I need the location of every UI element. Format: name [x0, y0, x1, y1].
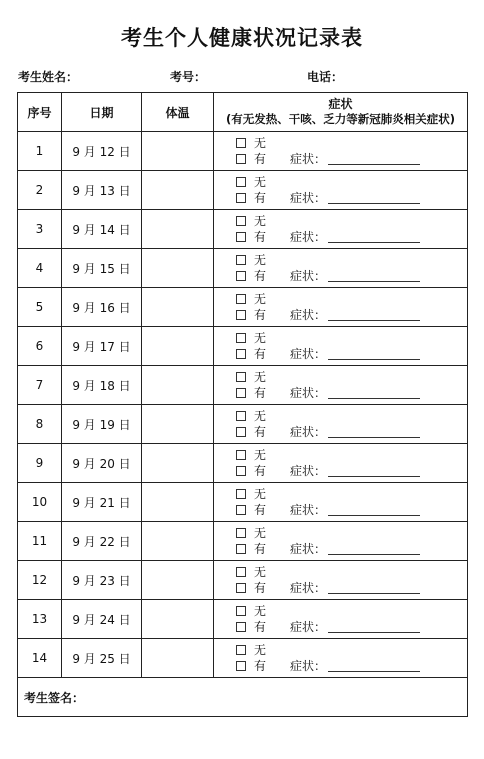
row-index: 14 — [18, 639, 62, 678]
symptom-label: 症状： — [290, 269, 327, 283]
header-temperature: 体温 — [142, 93, 214, 132]
checkbox-no[interactable] — [236, 177, 246, 187]
temperature-input-cell[interactable] — [142, 171, 214, 210]
symptom-blank-line[interactable] — [328, 192, 420, 204]
option-no-label: 无 — [254, 604, 267, 618]
temperature-input-cell[interactable] — [142, 444, 214, 483]
table-row — [18, 483, 468, 522]
option-no — [236, 564, 467, 580]
header-index: 序号 — [18, 93, 62, 132]
symptom-label: 症状： — [290, 542, 327, 556]
option-no-label: 无 — [254, 526, 267, 540]
option-no — [236, 135, 467, 151]
symptom-cell — [214, 249, 468, 288]
table-row — [18, 288, 468, 327]
checkbox-yes[interactable] — [236, 388, 246, 398]
symptom-label: 症状： — [290, 503, 327, 517]
option-no — [236, 330, 467, 346]
table-row — [18, 132, 468, 171]
option-yes — [236, 190, 467, 206]
row-index: 11 — [18, 522, 62, 561]
checkbox-yes[interactable] — [236, 427, 246, 437]
symptom-cell — [214, 288, 468, 327]
row-date: 9 月 24 日 — [62, 600, 142, 639]
checkbox-no[interactable] — [236, 411, 246, 421]
option-yes — [236, 268, 467, 284]
signature-label[interactable]: 考生签名： — [18, 678, 468, 717]
checkbox-no[interactable] — [236, 645, 246, 655]
symptom-cell — [214, 444, 468, 483]
symptom-blank-line[interactable] — [328, 465, 420, 477]
row-date: 9 月 21 日 — [62, 483, 142, 522]
option-yes — [236, 463, 467, 479]
checkbox-no[interactable] — [236, 489, 246, 499]
checkbox-yes[interactable] — [236, 349, 246, 359]
symptom-cell — [214, 327, 468, 366]
row-date: 9 月 13 日 — [62, 171, 142, 210]
option-yes — [236, 385, 467, 401]
option-no — [236, 252, 467, 268]
option-yes-label: 有 — [254, 464, 267, 478]
symptom-blank-line[interactable] — [328, 309, 420, 321]
temperature-input-cell[interactable] — [142, 600, 214, 639]
row-date: 9 月 19 日 — [62, 405, 142, 444]
table-row — [18, 171, 468, 210]
table-row — [18, 249, 468, 288]
checkbox-yes[interactable] — [236, 271, 246, 281]
option-no-label: 无 — [254, 253, 267, 267]
symptom-label: 症状： — [290, 659, 327, 673]
checkbox-no[interactable] — [236, 255, 246, 265]
row-date: 9 月 17 日 — [62, 327, 142, 366]
symptom-cell — [214, 561, 468, 600]
symptom-label: 症状： — [290, 581, 327, 595]
table-row — [18, 327, 468, 366]
option-no — [236, 525, 467, 541]
row-date: 9 月 14 日 — [62, 210, 142, 249]
symptom-blank-line[interactable] — [328, 153, 420, 165]
table-header-row — [18, 93, 468, 132]
option-yes — [236, 658, 467, 674]
temperature-input-cell[interactable] — [142, 288, 214, 327]
temperature-input-cell[interactable] — [142, 639, 214, 678]
option-no-label: 无 — [254, 292, 267, 306]
symptom-blank-line[interactable] — [328, 582, 420, 594]
option-no-label: 无 — [254, 214, 267, 228]
header-symptom-title: 症状 — [328, 97, 353, 111]
option-yes-label: 有 — [254, 152, 267, 166]
table-row — [18, 405, 468, 444]
option-no-label: 无 — [254, 331, 267, 345]
temperature-input-cell[interactable] — [142, 561, 214, 600]
row-index: 5 — [18, 288, 62, 327]
option-no — [236, 642, 467, 658]
row-index: 13 — [18, 600, 62, 639]
symptom-label: 症状： — [290, 620, 327, 634]
temperature-input-cell[interactable] — [142, 483, 214, 522]
symptom-label: 症状： — [290, 191, 327, 205]
checkbox-yes[interactable] — [236, 622, 246, 632]
table-row — [18, 600, 468, 639]
option-no — [236, 408, 467, 424]
row-date: 9 月 16 日 — [62, 288, 142, 327]
checkbox-yes[interactable] — [236, 232, 246, 242]
row-date: 9 月 25 日 — [62, 639, 142, 678]
checkbox-no[interactable] — [236, 294, 246, 304]
checkbox-yes[interactable] — [236, 310, 246, 320]
option-yes — [236, 424, 467, 440]
table-row — [18, 210, 468, 249]
temperature-input-cell[interactable] — [142, 522, 214, 561]
table-row — [18, 522, 468, 561]
row-index: 3 — [18, 210, 62, 249]
temperature-input-cell[interactable] — [142, 132, 214, 171]
symptom-label: 症状： — [290, 308, 327, 322]
checkbox-no[interactable] — [236, 138, 246, 148]
table-row — [18, 639, 468, 678]
symptom-blank-line[interactable] — [328, 387, 420, 399]
option-yes — [236, 229, 467, 245]
option-no-label: 无 — [254, 175, 267, 189]
symptom-blank-line[interactable] — [328, 426, 420, 438]
option-no — [236, 486, 467, 502]
row-date: 9 月 20 日 — [62, 444, 142, 483]
signature-row — [18, 678, 468, 717]
page-title: 考生个人健康状况记录表 — [121, 26, 363, 50]
symptom-label: 症状： — [290, 152, 327, 166]
symptom-label: 症状： — [290, 425, 327, 439]
option-yes-label: 有 — [254, 308, 267, 322]
checkbox-no[interactable] — [236, 567, 246, 577]
checkbox-yes[interactable] — [236, 583, 246, 593]
symptom-cell — [214, 639, 468, 678]
temperature-input-cell[interactable] — [142, 366, 214, 405]
option-yes — [236, 307, 467, 323]
row-date: 9 月 18 日 — [62, 366, 142, 405]
row-date: 9 月 23 日 — [62, 561, 142, 600]
table-row — [18, 561, 468, 600]
option-yes-label: 有 — [254, 230, 267, 244]
table-row — [18, 366, 468, 405]
checkbox-no[interactable] — [236, 450, 246, 460]
row-date: 9 月 12 日 — [62, 132, 142, 171]
checkbox-yes[interactable] — [236, 661, 246, 671]
symptom-label: 症状： — [290, 347, 327, 361]
checkbox-yes[interactable] — [236, 466, 246, 476]
row-index: 4 — [18, 249, 62, 288]
option-no-label: 无 — [254, 643, 267, 657]
option-no-label: 无 — [254, 487, 267, 501]
symptom-cell — [214, 600, 468, 639]
option-no — [236, 213, 467, 229]
option-yes-label: 有 — [254, 503, 267, 517]
row-index: 8 — [18, 405, 62, 444]
row-index: 9 — [18, 444, 62, 483]
symptom-label: 症状： — [290, 230, 327, 244]
symptom-cell — [214, 132, 468, 171]
option-yes-label: 有 — [254, 542, 267, 556]
header-symptom — [214, 93, 468, 132]
symptom-blank-line[interactable] — [328, 504, 420, 516]
option-no-label: 无 — [254, 409, 267, 423]
row-date: 9 月 15 日 — [62, 249, 142, 288]
option-yes — [236, 346, 467, 362]
health-record-table — [17, 92, 468, 717]
symptom-cell — [214, 366, 468, 405]
checkbox-yes[interactable] — [236, 193, 246, 203]
symptom-label: 症状： — [290, 464, 327, 478]
checkbox-yes[interactable] — [236, 505, 246, 515]
option-yes-label: 有 — [254, 659, 267, 673]
symptom-blank-line[interactable] — [328, 660, 420, 672]
exam-number-label: 考号： — [170, 70, 207, 84]
symptom-cell — [214, 405, 468, 444]
row-index: 2 — [18, 171, 62, 210]
option-yes-label: 有 — [254, 386, 267, 400]
checkbox-no[interactable] — [236, 372, 246, 382]
checkbox-no[interactable] — [236, 606, 246, 616]
option-yes — [236, 619, 467, 635]
option-no-label: 无 — [254, 136, 267, 150]
option-yes — [236, 502, 467, 518]
symptom-blank-line[interactable] — [328, 231, 420, 243]
temperature-input-cell[interactable] — [142, 327, 214, 366]
symptom-label: 症状： — [290, 386, 327, 400]
option-yes-label: 有 — [254, 620, 267, 634]
checkbox-no[interactable] — [236, 528, 246, 538]
checkbox-yes[interactable] — [236, 154, 246, 164]
row-index: 1 — [18, 132, 62, 171]
symptom-cell — [214, 522, 468, 561]
option-yes-label: 有 — [254, 269, 267, 283]
row-index: 10 — [18, 483, 62, 522]
row-index: 6 — [18, 327, 62, 366]
option-yes — [236, 151, 467, 167]
temperature-input-cell[interactable] — [142, 405, 214, 444]
option-yes-label: 有 — [254, 347, 267, 361]
option-yes-label: 有 — [254, 581, 267, 595]
option-no-label: 无 — [254, 448, 267, 462]
row-index: 7 — [18, 366, 62, 405]
symptom-blank-line[interactable] — [328, 543, 420, 555]
symptom-blank-line[interactable] — [328, 621, 420, 633]
temperature-input-cell[interactable] — [142, 210, 214, 249]
checkbox-no[interactable] — [236, 216, 246, 226]
phone-label: 电话： — [307, 70, 344, 84]
option-no — [236, 603, 467, 619]
symptom-cell — [214, 171, 468, 210]
option-yes — [236, 580, 467, 596]
option-no — [236, 174, 467, 190]
option-no — [236, 447, 467, 463]
option-no-label: 无 — [254, 565, 267, 579]
checkbox-no[interactable] — [236, 333, 246, 343]
symptom-blank-line[interactable] — [328, 348, 420, 360]
row-date: 9 月 22 日 — [62, 522, 142, 561]
option-no — [236, 369, 467, 385]
candidate-name-label: 考生姓名： — [18, 70, 79, 84]
checkbox-yes[interactable] — [236, 544, 246, 554]
option-no-label: 无 — [254, 370, 267, 384]
header-symptom-subtitle: (有无发热、干咳、乏力等新冠肺炎相关症状) — [225, 112, 455, 126]
symptom-cell — [214, 483, 468, 522]
header-date: 日期 — [62, 93, 142, 132]
option-no — [236, 291, 467, 307]
option-yes-label: 有 — [254, 191, 267, 205]
symptom-blank-line[interactable] — [328, 270, 420, 282]
option-yes-label: 有 — [254, 425, 267, 439]
temperature-input-cell[interactable] — [142, 249, 214, 288]
option-yes — [236, 541, 467, 557]
table-row — [18, 444, 468, 483]
symptom-cell — [214, 210, 468, 249]
row-index: 12 — [18, 561, 62, 600]
